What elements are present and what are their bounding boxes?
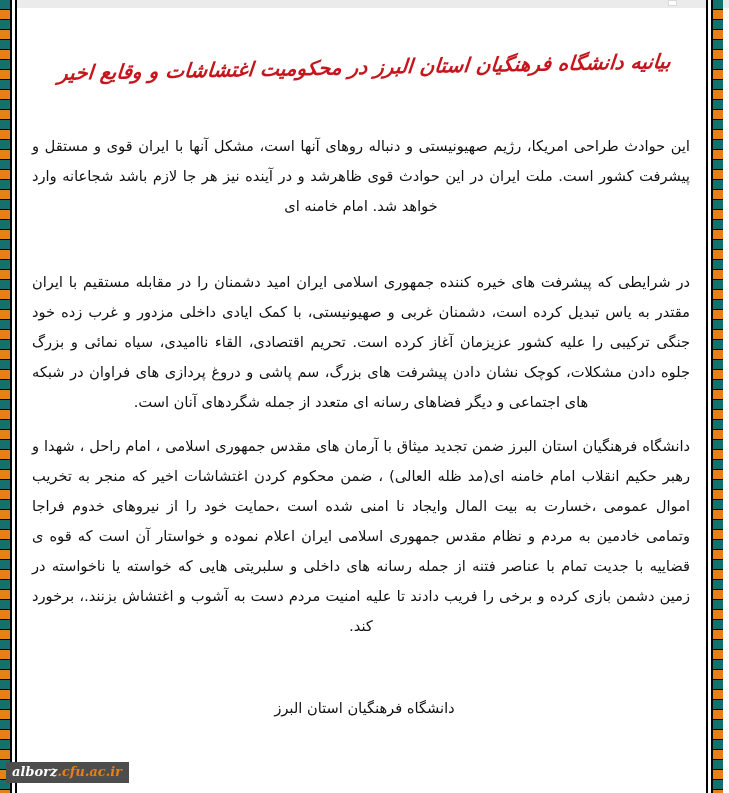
watermark-site-name: alborz bbox=[12, 765, 58, 780]
paragraph-quote-leader: این حوادث طراحی امریکا، رژیم صهیونیستی و دنباله روهای آنها است، مشکل آنها با ایران قوی و مستقل و پیشرفت کشور است. ملت ایران در این حوادث قوی ظاهرشد و در آینده نیز هر جا لازم باشد شجاعانه وارد خواهد شد. امام خامنه ای bbox=[32, 138, 690, 215]
checker-pattern-right bbox=[713, 0, 723, 793]
border-rule-outer-left bbox=[15, 0, 17, 793]
left-decorative-border bbox=[0, 0, 19, 793]
document-body bbox=[32, 130, 690, 642]
top-edge-strip bbox=[0, 0, 729, 8]
title-block bbox=[25, 49, 704, 85]
watermark-site-domain: .cfu.ac.ir bbox=[57, 765, 123, 780]
checker-pattern-left bbox=[0, 0, 10, 793]
paragraph-context: در شرایطی که پیشرفت های خیره کننده جمهوری اسلامی ایران امید دشمنان را در مقابله مستقیم با ایران مقتدر به یاس تبدیل کرده است، دشمنان غربی و صهیونیستی، با کمک ایادی داخلی مزدور و غرب زده خود جنگی ترکیبی را علیه کشور عزیزمان آغاز کرده است. تحریم اقتصادی، القاء ناامیدی، سیاه نمائی و بزرگ جلوه دادن مشکلات، کوچک نشان دادن پیشرفت های بزرگ، سم پاشی و دروغ پردازی های فراوان در شبکه های اجتماعی و دیگر فضاهای رسانه ای متعدد از جمله شگردهای آنان است. bbox=[32, 274, 690, 411]
right-decorative-border bbox=[706, 0, 725, 793]
top-edge-marker bbox=[668, 0, 677, 6]
document-title: بیانیه دانشگاه فرهنگیان استان البرز در محکومیت اغتشاشات و وقایع اخیر bbox=[57, 49, 672, 85]
paragraph-statement: دانشگاه فرهنگیان استان البرز ضمن تجدید میثاق با آرمان های مقدس جمهوری اسلامی ، امام راحل ، شهدا و رهبر حکیم انقلاب امام خامنه ای(مد ظله العالی) ، ضمن محکوم کردن اغتشاشات اخیر که منجر به تخریب اموال عمومی ،خسارت به بیت المال وایجاد نا امنی شده است ،حمایت خود را از نیروهای خدوم فراجا وتمامی خادمین به مردم و نظام مقدس جمهوری اسلامی ایران اعلام نموده و خواستار آن است که قوه ی قضاییه با جدیت تمام با عناصر فتنه از جمله رسانه های داخلی و سلبریتی هایی که خواسته یا ناخواسته در زمین دشمن بازی کرده و برخی را فریب دادند تا علیه امنیت مردم دست به آشوب و اغتشاش بزنند.، برخورد کند. bbox=[32, 438, 690, 635]
site-watermark bbox=[6, 762, 129, 783]
paragraph-spacer-2 bbox=[32, 418, 690, 432]
signature-line: دانشگاه فرهنگیان استان البرز bbox=[274, 700, 455, 717]
paragraph-spacer-1 bbox=[32, 222, 690, 268]
